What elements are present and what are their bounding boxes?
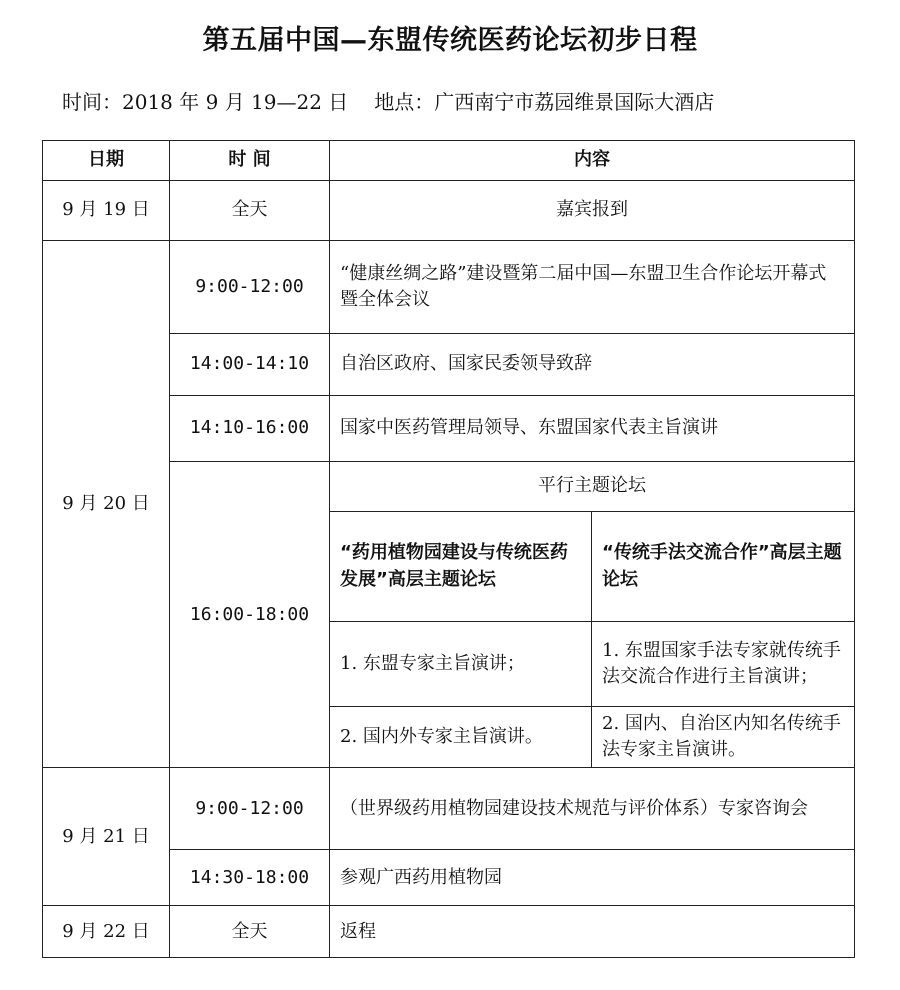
forum-b-item: 2. 国内、自治区内知名传统手法专家主旨演讲。 — [592, 707, 855, 768]
table-row — [43, 241, 855, 334]
date-cell: 9 月 20 日 — [43, 241, 170, 768]
content-cell: 返程 — [330, 906, 855, 958]
forum-b-item: 1. 东盟国家手法专家就传统手法交流合作进行主旨演讲； — [592, 622, 855, 707]
forum-a-item: 2. 国内外专家主旨演讲。 — [330, 707, 592, 768]
table-row — [43, 768, 855, 850]
forum-a-item: 1. 东盟专家主旨演讲； — [330, 622, 592, 707]
forum-a-title: “药用植物园建设与传统医药发展”高层主题论坛 — [330, 512, 592, 622]
header-date: 日期 — [43, 141, 170, 181]
forum-b-title: “传统手法交流合作”高层主题论坛 — [592, 512, 855, 622]
date-cell: 9 月 19 日 — [43, 181, 170, 241]
time-cell: 9:00-12:00 — [170, 768, 330, 850]
schedule-table — [42, 140, 855, 958]
time-cell: 14:10-16:00 — [170, 396, 330, 462]
content-cell: 国家中医药管理局领导、东盟国家代表主旨演讲 — [330, 396, 855, 462]
event-place: 地点：广西南宁市荔园维景国际大酒店 — [374, 90, 715, 114]
parallel-forum-heading: 平行主题论坛 — [330, 462, 855, 512]
document-subtitle — [62, 86, 882, 115]
header-content: 内容 — [330, 141, 855, 181]
table-row — [43, 906, 855, 958]
time-cell: 14:00-14:10 — [170, 334, 330, 396]
date-cell: 9 月 22 日 — [43, 906, 170, 958]
content-cell: 嘉宾报到 — [330, 181, 855, 241]
content-cell: “健康丝绸之路”建设暨第二届中国—东盟卫生合作论坛开幕式暨全体会议 — [330, 241, 855, 334]
content-cell: 自治区政府、国家民委领导致辞 — [330, 334, 855, 396]
table-row — [43, 181, 855, 241]
time-cell: 14:30-18:00 — [170, 850, 330, 906]
header-row — [43, 141, 855, 181]
time-cell: 16:00-18:00 — [170, 462, 330, 768]
date-cell: 9 月 21 日 — [43, 768, 170, 906]
time-cell: 全天 — [170, 181, 330, 241]
event-time: 时间：2018 年 9 月 19—22 日 — [62, 90, 349, 114]
content-cell: （世界级药用植物园建设技术规范与评价体系）专家咨询会 — [330, 768, 855, 850]
document-title: 第五届中国—东盟传统医药论坛初步日程 — [202, 25, 698, 56]
content-cell: 参观广西药用植物园 — [330, 850, 855, 906]
time-cell: 全天 — [170, 906, 330, 958]
time-cell: 9:00-12:00 — [170, 241, 330, 334]
header-time: 时 间 — [170, 141, 330, 181]
